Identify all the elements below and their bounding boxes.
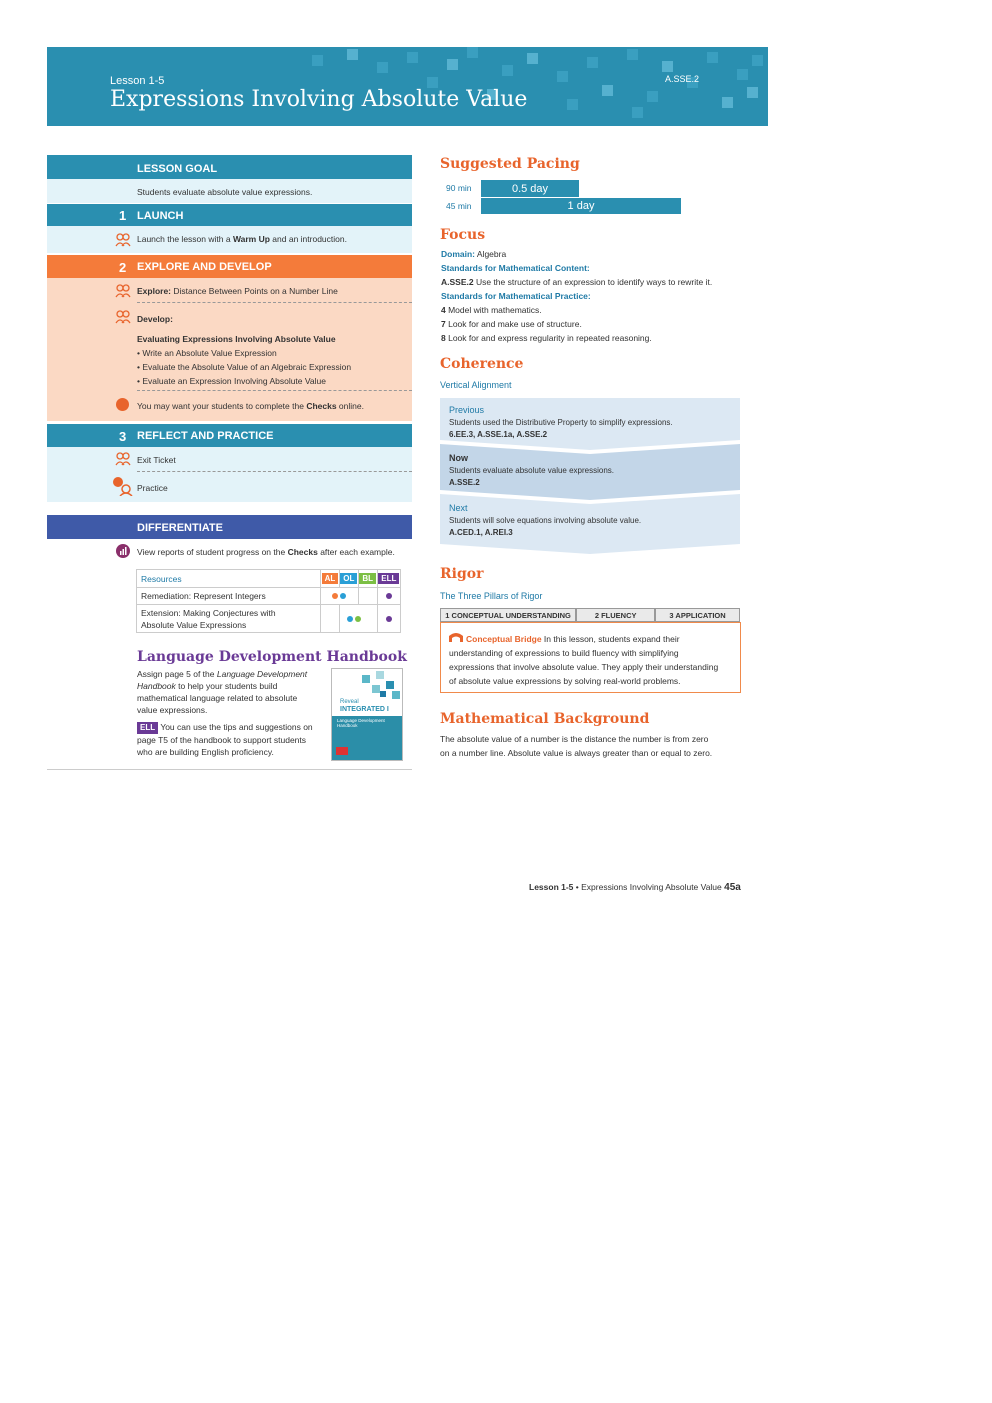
pacing-bar-90: 0.5 day [481,180,579,197]
cover-title: INTEGRATED I [340,706,389,713]
handbook-ell-text: ELL You can use the tips and suggestions on page T5 of the handbook to support students who are building English proficiency. [137,722,313,757]
reflect-number: 3 [119,429,127,444]
report-icon [116,544,130,558]
math-background-line2: on a number line. Absolute value is always greater than or equal to zero. [440,748,713,758]
vertical-alignment: Vertical Alignment [440,380,512,390]
lesson-goal-text: Students evaluate absolute value expressions. [137,187,313,197]
differentiate-heading: DIFFERENTIATE [137,522,223,534]
cover-brand: Reveal [340,699,359,705]
resources-table [136,569,401,633]
develop-item: • Write an Absolute Value Expression [137,348,277,358]
group-icon [115,310,131,324]
al-tag: AL [322,573,339,584]
now-standards: A.SSE.2 [449,478,480,487]
handbook-title: Language Development Handbook [137,649,407,665]
ol-tag: OL [340,573,357,584]
reflect-heading: REFLECT AND PRACTICE [137,430,274,442]
launch-panel [47,226,412,253]
coherence-heading: Coherence [440,356,524,372]
previous-text: Students used the Distributive Property to simplify expressions. [449,418,673,427]
previous-label: Previous [449,405,485,415]
cover-subtitle: Language Development Handbook [337,718,385,728]
table-row [137,605,401,633]
lesson-banner [47,47,768,126]
rigor-pillars [440,608,740,622]
resource-extension: Extension: Making Conjectures with [141,607,276,618]
rigor-heading: Rigor [440,566,484,582]
reflect-panel [47,447,412,502]
differentiate-header [47,515,412,539]
focus-domain: Domain: Algebra [441,249,507,259]
math-background-line1: The absolute value of a number is the distance the number is from zero [440,734,709,744]
practice-standard: 4 Model with mathematics. [441,305,542,315]
develop-label: Develop: [137,314,173,324]
pacing-label-90: 90 min [446,183,472,193]
practice-icon [112,476,134,496]
pacing-label-45: 45 min [446,201,472,211]
lesson-goal-panel [47,179,412,203]
footer-lesson: Lesson 1-5 [529,882,574,892]
rigor-text: Conceptual Bridge In this lesson, students expand their understanding of expressions to build fluency with simplifying expressions that involve absolute value. They apply their understanding of absolute value expressions by solving real-world problems. [449,634,719,686]
previous-standards: 6.EE.3, A.SSE.1a, A.SSE.2 [449,430,548,439]
focus-heading: Focus [440,227,486,243]
differentiate-text: View reports of student progress on the Checks after each example. [137,547,395,557]
explore-heading: EXPLORE AND DEVELOP [137,261,272,273]
bl-tag: BL [359,573,376,584]
practice-standard: 7 Look for and make use of structure. [441,319,582,329]
header-standard: A.SSE.2 [665,74,700,84]
resource-remediation: Remediation: Represent Integers [137,588,321,605]
now-label: Now [449,453,468,463]
lesson-goal-header [47,155,412,179]
pacing-bar-45: 1 day [481,198,681,214]
math-background-heading: Mathematical Background [440,711,650,727]
practice-standard: 8 Look for and express regularity in repeated reasoning. [441,333,652,343]
rigor-sub: The Three Pillars of Rigor [440,591,543,601]
resource-extension-cont: Absolute Value Expressions [141,619,247,630]
develop-item: • Evaluate an Expression Involving Absolute Value [137,376,326,386]
develop-item: • Evaluate the Absolute Value of an Algebraic Expression [137,362,352,372]
lesson-number: Lesson 1-5 [110,75,165,87]
person-icon [116,398,129,411]
launch-text: Launch the lesson with a Warm Up and an introduction. [137,234,347,244]
launch-heading: LAUNCH [137,210,184,222]
footer-title: Expressions Involving Absolute Value [581,882,722,892]
group-icon [115,452,131,466]
content-standard: A.SSE.2 Use the structure of an expression to identify ways to rewrite it. [441,277,713,287]
pacing-heading: Suggested Pacing [440,156,580,172]
resources-header: Resources [137,570,321,588]
practice: Practice [137,483,168,493]
launch-number: 1 [119,208,127,223]
lesson-goal-heading: LESSON GOAL [137,163,218,175]
handbook-text: Assign page 5 of the Language Development Handbook to help your students build mathematical language related to absolute value expressions. [137,669,308,715]
group-icon [115,233,131,247]
next-label: Next [449,503,468,513]
now-text: Students evaluate absolute value expressions. [449,466,614,475]
explore-panel [47,278,412,421]
ell-badge: ELL [137,722,158,734]
next-standards: A.CED.1, A.REI.3 [449,528,513,537]
checks-text: You may want your students to complete the Checks online. [137,401,364,411]
launch-header [47,204,412,226]
group-icon [115,284,131,298]
pillar-fluency: 2 FLUENCY [576,608,655,622]
content-standards-label: Standards for Mathematical Content: [441,263,590,273]
exit-ticket: Exit Ticket [137,455,176,465]
page-footer: Lesson 1-5 • Expressions Involving Absolute Value 45a [529,882,741,893]
explore-text: Explore: Distance Between Points on a Number Line [137,286,338,296]
handbook-cover [331,668,403,761]
page-title: Expressions Involving Absolute Value [110,87,528,112]
develop-title: Evaluating Expressions Involving Absolute Value [137,334,336,344]
pillar-conceptual: 1 CONCEPTUAL UNDERSTANDING [440,608,576,622]
pillar-application: 3 APPLICATION [655,608,740,622]
rigor-box [440,622,741,693]
table-row [137,588,401,605]
page-number: 45a [724,882,741,893]
ell-tag: ELL [378,573,399,584]
next-text: Students will solve equations involving absolute value. [449,516,642,525]
practice-standards-label: Standards for Mathematical Practice: [441,291,591,301]
explore-header [47,255,412,278]
reflect-header [47,424,412,447]
explore-number: 2 [119,260,127,275]
